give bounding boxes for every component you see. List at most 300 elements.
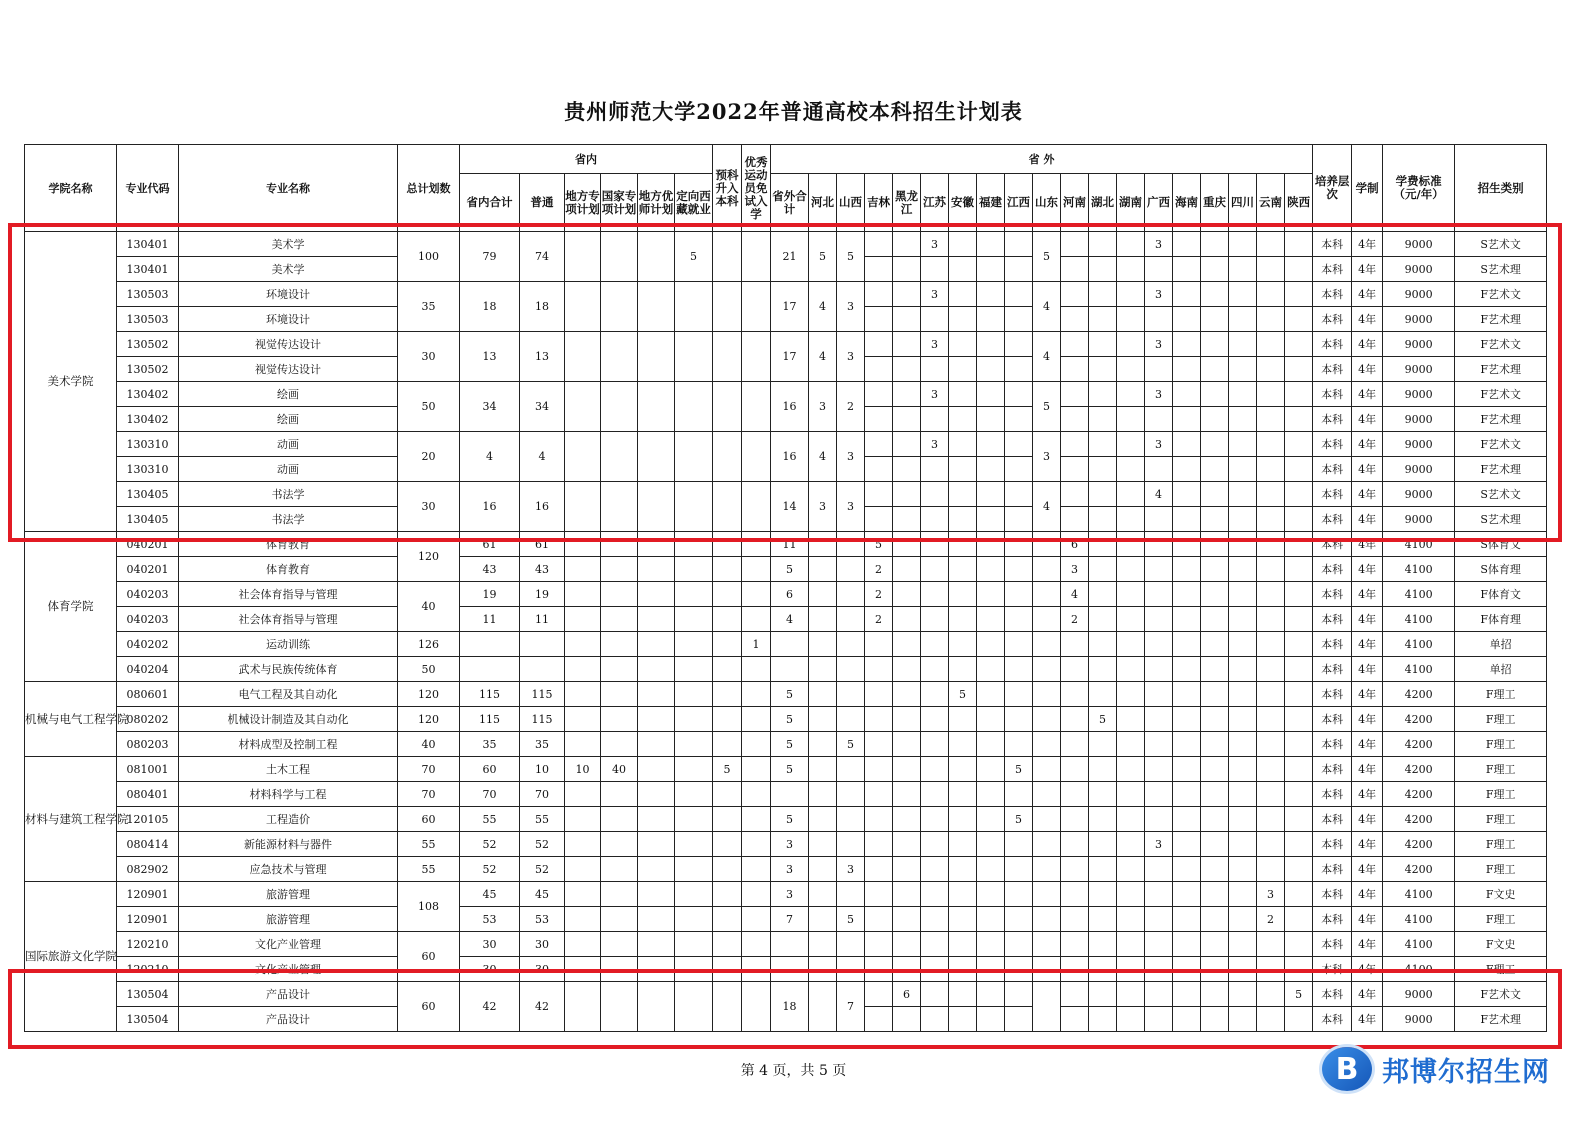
province-cell [1201, 807, 1229, 832]
province-cell [1089, 782, 1117, 807]
major-name-cell: 美术学 [179, 232, 398, 257]
category-cell: S艺术文 [1455, 482, 1547, 507]
major-name-cell: 体育教育 [179, 557, 398, 582]
prep-cell [713, 657, 742, 682]
major-code-cell: 080203 [117, 732, 179, 757]
table-row [25, 857, 1547, 882]
level-cell: 本科 [1313, 357, 1352, 382]
province-cell [1061, 782, 1089, 807]
category-cell: S体育理 [1455, 557, 1547, 582]
major-name-cell: 美术学 [179, 257, 398, 282]
level-cell: 本科 [1313, 657, 1352, 682]
province-cell [1061, 857, 1089, 882]
province-cell [1005, 682, 1033, 707]
local-special-cell [565, 607, 601, 632]
province-cell [1285, 607, 1313, 632]
province-cell [1005, 832, 1033, 857]
regular-cell: 11 [520, 607, 565, 632]
province-cell [921, 557, 949, 582]
header-anhui: 安徽 [949, 174, 977, 232]
hebei-cell: 4 [809, 332, 837, 382]
province-cell [949, 757, 977, 782]
regular-cell: 19 [520, 582, 565, 607]
province-cell [1145, 657, 1173, 682]
province-cell [893, 607, 921, 632]
province-cell [977, 782, 1005, 807]
regular-cell: 45 [520, 882, 565, 907]
province-cell [1089, 757, 1117, 782]
local-special-cell [565, 732, 601, 757]
province-cell [1061, 732, 1089, 757]
header-code: 专业代码 [117, 145, 179, 232]
regular-cell: 10 [520, 757, 565, 782]
regular-cell: 30 [520, 932, 565, 957]
province-cell [1145, 782, 1173, 807]
province-cell [1061, 832, 1089, 857]
province-cell [809, 907, 837, 932]
province-cell [1201, 607, 1229, 632]
prep-cell [713, 932, 742, 957]
province-cell: 5 [1285, 982, 1313, 1007]
province-cell [1285, 657, 1313, 682]
province-cell [949, 732, 977, 757]
fee-cell: 4100 [1383, 532, 1455, 557]
province-cell [1173, 757, 1201, 782]
regular-cell: 52 [520, 832, 565, 857]
regular-cell: 30 [520, 957, 565, 982]
province-cell [1257, 857, 1285, 882]
header-henan: 河南 [1061, 174, 1089, 232]
level-cell: 本科 [1313, 857, 1352, 882]
province-cell [1005, 607, 1033, 632]
category-cell: F艺术文 [1455, 982, 1547, 1007]
province-cell [837, 607, 865, 632]
province-cell [1033, 932, 1061, 957]
in-total-cell: 13 [460, 332, 520, 382]
province-cell [1117, 557, 1145, 582]
level-cell: 本科 [1313, 907, 1352, 932]
local-special-cell: 10 [565, 757, 601, 782]
athlete-cell: 1 [742, 632, 771, 657]
province-cell [1201, 932, 1229, 957]
province-cell [1033, 657, 1061, 682]
in-total-cell: 115 [460, 682, 520, 707]
province-cell [1117, 657, 1145, 682]
total-cell: 120 [398, 532, 460, 582]
in-total-cell: 11 [460, 607, 520, 632]
province-cell [1229, 857, 1257, 882]
province-cell: 3 [1145, 432, 1173, 457]
header-jiangsu: 江苏 [921, 174, 949, 232]
province-cell [977, 657, 1005, 682]
province-cell [949, 707, 977, 732]
province-cell [1257, 807, 1285, 832]
province-cell [809, 657, 837, 682]
province-cell [1229, 657, 1257, 682]
table-row [25, 632, 1547, 657]
level-cell: 本科 [1313, 757, 1352, 782]
province-cell [837, 807, 865, 832]
years-cell: 4年 [1352, 857, 1383, 882]
fee-cell: 9000 [1383, 282, 1455, 307]
major-name-cell: 产品设计 [179, 982, 398, 1007]
local-special-cell [565, 707, 601, 732]
province-cell [1145, 707, 1173, 732]
province-cell [1117, 607, 1145, 632]
prep-cell [713, 857, 742, 882]
province-cell [1229, 757, 1257, 782]
regular-cell: 18 [520, 282, 565, 332]
years-cell: 4年 [1352, 282, 1383, 307]
major-code-cell: 130502 [117, 332, 179, 357]
national-special-cell [601, 732, 638, 757]
in-total-cell: 43 [460, 557, 520, 582]
province-cell [893, 932, 921, 957]
local-special-cell [565, 807, 601, 832]
province-cell: 3 [1145, 282, 1173, 307]
in-total-cell: 52 [460, 832, 520, 857]
category-cell: F艺术理 [1455, 357, 1547, 382]
province-cell [837, 707, 865, 732]
athlete-cell [742, 607, 771, 632]
header-athlete: 优秀运动员免试入学 [742, 145, 771, 232]
category-cell: F理工 [1455, 957, 1547, 982]
out-total-cell [771, 932, 809, 957]
category-cell: S艺术文 [1455, 232, 1547, 257]
total-cell: 70 [398, 757, 460, 782]
province-cell [921, 907, 949, 932]
header-jilin: 吉林 [865, 174, 893, 232]
college-cell: 国际旅游文化学院 [25, 882, 117, 1032]
major-name-cell: 运动训练 [179, 632, 398, 657]
years-cell: 4年 [1352, 232, 1383, 257]
province-cell [809, 832, 837, 857]
years-cell: 4年 [1352, 457, 1383, 482]
province-cell [809, 607, 837, 632]
province-cell [1145, 882, 1173, 907]
province-cell [1005, 657, 1033, 682]
shanxi-cell: 3 [837, 282, 865, 332]
category-cell: F理工 [1455, 732, 1547, 757]
in-total-cell: 60 [460, 757, 520, 782]
local-teacher-cell [638, 557, 675, 582]
fee-cell: 4100 [1383, 882, 1455, 907]
province-cell [893, 682, 921, 707]
province-cell: 4 [1145, 482, 1173, 507]
province-cell: 5 [837, 907, 865, 932]
province-cell: 3 [1145, 332, 1173, 357]
table-row [25, 782, 1547, 807]
shandong-cell: 5 [1033, 232, 1061, 282]
years-cell: 4年 [1352, 507, 1383, 532]
major-name-cell: 社会体育指导与管理 [179, 607, 398, 632]
major-name-cell: 环境设计 [179, 307, 398, 332]
province-cell [865, 707, 893, 732]
header-chongqing: 重庆 [1201, 174, 1229, 232]
level-cell: 本科 [1313, 732, 1352, 757]
province-cell [977, 857, 1005, 882]
header-local-teacher: 地方优师计划 [638, 174, 675, 232]
province-cell: 3 [921, 432, 949, 457]
province-cell [893, 782, 921, 807]
years-cell: 4年 [1352, 532, 1383, 557]
total-cell: 40 [398, 582, 460, 632]
major-code-cell: 040203 [117, 582, 179, 607]
level-cell: 本科 [1313, 607, 1352, 632]
in-total-cell: 53 [460, 907, 520, 932]
province-cell [1229, 932, 1257, 957]
shandong-cell: 4 [1033, 282, 1061, 332]
major-name-cell: 社会体育指导与管理 [179, 582, 398, 607]
province-cell [1285, 707, 1313, 732]
province-cell [977, 632, 1005, 657]
province-cell: 3 [1145, 832, 1173, 857]
fee-cell: 4100 [1383, 582, 1455, 607]
fee-cell: 9000 [1383, 1007, 1455, 1032]
province-cell [977, 882, 1005, 907]
major-code-cell: 130401 [117, 232, 179, 257]
major-code-cell: 130502 [117, 357, 179, 382]
province-cell [1257, 657, 1285, 682]
province-cell [1257, 707, 1285, 732]
major-code-cell: 130310 [117, 432, 179, 457]
province-cell [1117, 907, 1145, 932]
province-cell [1089, 732, 1117, 757]
level-cell: 本科 [1313, 307, 1352, 332]
province-cell [1117, 732, 1145, 757]
province-cell [1117, 757, 1145, 782]
years-cell: 4年 [1352, 682, 1383, 707]
province-cell [865, 682, 893, 707]
province-cell [1285, 907, 1313, 932]
fee-cell: 4200 [1383, 857, 1455, 882]
major-code-cell: 080401 [117, 782, 179, 807]
province-cell: 3 [1145, 232, 1173, 257]
major-name-cell: 动画 [179, 457, 398, 482]
regular-cell: 42 [520, 982, 565, 1032]
shanxi-cell: 3 [837, 432, 865, 482]
province-cell [1089, 857, 1117, 882]
regular-cell: 55 [520, 807, 565, 832]
major-code-cell: 120105 [117, 807, 179, 832]
province-cell [837, 557, 865, 582]
header-shanxi: 山西 [837, 174, 865, 232]
header-in-total: 省内合计 [460, 174, 520, 232]
local-teacher-cell [638, 882, 675, 907]
category-cell: F艺术理 [1455, 407, 1547, 432]
local-special-cell [565, 882, 601, 907]
province-cell [1089, 632, 1117, 657]
total-cell: 40 [398, 732, 460, 757]
province-cell [977, 907, 1005, 932]
in-total-cell: 18 [460, 282, 520, 332]
level-cell: 本科 [1313, 782, 1352, 807]
local-special-cell [565, 932, 601, 957]
province-cell [1257, 782, 1285, 807]
national-special-cell: 40 [601, 757, 638, 782]
local-teacher-cell [638, 732, 675, 757]
hebei-cell: 3 [809, 382, 837, 432]
province-cell [1033, 757, 1061, 782]
province-cell: 6 [893, 982, 921, 1007]
out-total-cell: 5 [771, 807, 809, 832]
province-cell [949, 907, 977, 932]
level-cell: 本科 [1313, 257, 1352, 282]
province-cell [1173, 682, 1201, 707]
province-cell [893, 732, 921, 757]
province-cell [921, 932, 949, 957]
total-cell: 100 [398, 232, 460, 282]
tibet-cell [675, 657, 713, 682]
province-cell [1173, 732, 1201, 757]
out-total-cell: 4 [771, 607, 809, 632]
regular-cell: 53 [520, 907, 565, 932]
province-cell [893, 882, 921, 907]
local-teacher-cell [638, 782, 675, 807]
province-cell: 5 [865, 532, 893, 557]
national-special-cell [601, 807, 638, 832]
category-cell: F理工 [1455, 832, 1547, 857]
tibet-cell [675, 832, 713, 857]
province-cell [949, 932, 977, 957]
category-cell: F文史 [1455, 882, 1547, 907]
local-special-cell [565, 557, 601, 582]
table-row [25, 582, 1547, 607]
header-total: 总计划数 [398, 145, 460, 232]
province-cell [977, 732, 1005, 757]
local-teacher-cell [638, 857, 675, 882]
province-cell [921, 807, 949, 832]
major-name-cell: 产品设计 [179, 1007, 398, 1032]
province-cell [921, 607, 949, 632]
province-cell [809, 682, 837, 707]
major-code-cell: 081001 [117, 757, 179, 782]
province-cell [977, 807, 1005, 832]
level-cell: 本科 [1313, 532, 1352, 557]
major-name-cell: 文化产业管理 [179, 932, 398, 957]
shanxi-cell: 7 [837, 982, 865, 1032]
fee-cell: 4100 [1383, 657, 1455, 682]
athlete-cell [742, 932, 771, 957]
prep-cell [713, 732, 742, 757]
province-cell: 3 [1061, 557, 1089, 582]
total-cell: 126 [398, 632, 460, 657]
province-cell [1285, 582, 1313, 607]
province-cell [921, 882, 949, 907]
level-cell: 本科 [1313, 482, 1352, 507]
province-cell [949, 857, 977, 882]
province-cell [837, 657, 865, 682]
regular-cell: 16 [520, 482, 565, 532]
province-cell [809, 782, 837, 807]
out-total-cell [771, 782, 809, 807]
province-cell [1061, 757, 1089, 782]
local-special-cell [565, 907, 601, 932]
province-cell [1229, 682, 1257, 707]
local-teacher-cell [638, 607, 675, 632]
province-cell [893, 857, 921, 882]
level-cell: 本科 [1313, 407, 1352, 432]
province-cell [1229, 907, 1257, 932]
prep-cell [713, 807, 742, 832]
major-code-cell: 130504 [117, 1007, 179, 1032]
province-cell [1173, 782, 1201, 807]
major-code-cell: 040202 [117, 632, 179, 657]
province-cell [809, 807, 837, 832]
athlete-cell [742, 682, 771, 707]
major-name-cell: 材料科学与工程 [179, 782, 398, 807]
fee-cell: 4100 [1383, 932, 1455, 957]
hebei-cell: 3 [809, 482, 837, 532]
province-cell [1117, 882, 1145, 907]
level-cell: 本科 [1313, 807, 1352, 832]
province-cell [865, 757, 893, 782]
province-cell [1229, 632, 1257, 657]
regular-cell: 61 [520, 532, 565, 557]
province-cell [1173, 907, 1201, 932]
province-cell [1005, 932, 1033, 957]
province-cell [1033, 907, 1061, 932]
level-cell: 本科 [1313, 1007, 1352, 1032]
major-code-cell: 130402 [117, 407, 179, 432]
province-cell [1285, 557, 1313, 582]
category-cell: F艺术理 [1455, 1007, 1547, 1032]
province-cell: 3 [921, 382, 949, 407]
category-cell: F艺术文 [1455, 332, 1547, 357]
local-teacher-cell [638, 932, 675, 957]
out-total-cell: 14 [771, 482, 809, 532]
table-row [25, 682, 1547, 707]
total-cell: 55 [398, 857, 460, 882]
regular-cell: 115 [520, 707, 565, 732]
header-college: 学院名称 [25, 145, 117, 232]
total-cell: 60 [398, 932, 460, 982]
major-name-cell: 机械设计制造及其自动化 [179, 707, 398, 732]
level-cell: 本科 [1313, 957, 1352, 982]
years-cell: 4年 [1352, 407, 1383, 432]
tibet-cell [675, 732, 713, 757]
province-cell [1173, 657, 1201, 682]
province-cell [893, 632, 921, 657]
major-name-cell: 体育教育 [179, 532, 398, 557]
major-code-cell: 120901 [117, 907, 179, 932]
province-cell: 3 [1145, 382, 1173, 407]
regular-cell: 74 [520, 232, 565, 282]
province-cell [1285, 932, 1313, 957]
table-row [25, 932, 1547, 957]
major-code-cell: 130310 [117, 457, 179, 482]
out-total-cell: 5 [771, 682, 809, 707]
province-cell [1201, 832, 1229, 857]
regular-cell: 35 [520, 732, 565, 757]
province-cell [1285, 682, 1313, 707]
province-cell [1173, 632, 1201, 657]
national-special-cell [601, 907, 638, 932]
province-cell: 5 [1089, 707, 1117, 732]
province-cell [1173, 932, 1201, 957]
province-cell: 2 [1061, 607, 1089, 632]
province-cell [1117, 682, 1145, 707]
fee-cell: 9000 [1383, 307, 1455, 332]
national-special-cell [601, 557, 638, 582]
province-cell [1061, 682, 1089, 707]
province-cell [1061, 882, 1089, 907]
regular-cell: 43 [520, 557, 565, 582]
province-cell [1033, 807, 1061, 832]
years-cell: 4年 [1352, 707, 1383, 732]
province-cell [1089, 907, 1117, 932]
in-total-cell: 70 [460, 782, 520, 807]
